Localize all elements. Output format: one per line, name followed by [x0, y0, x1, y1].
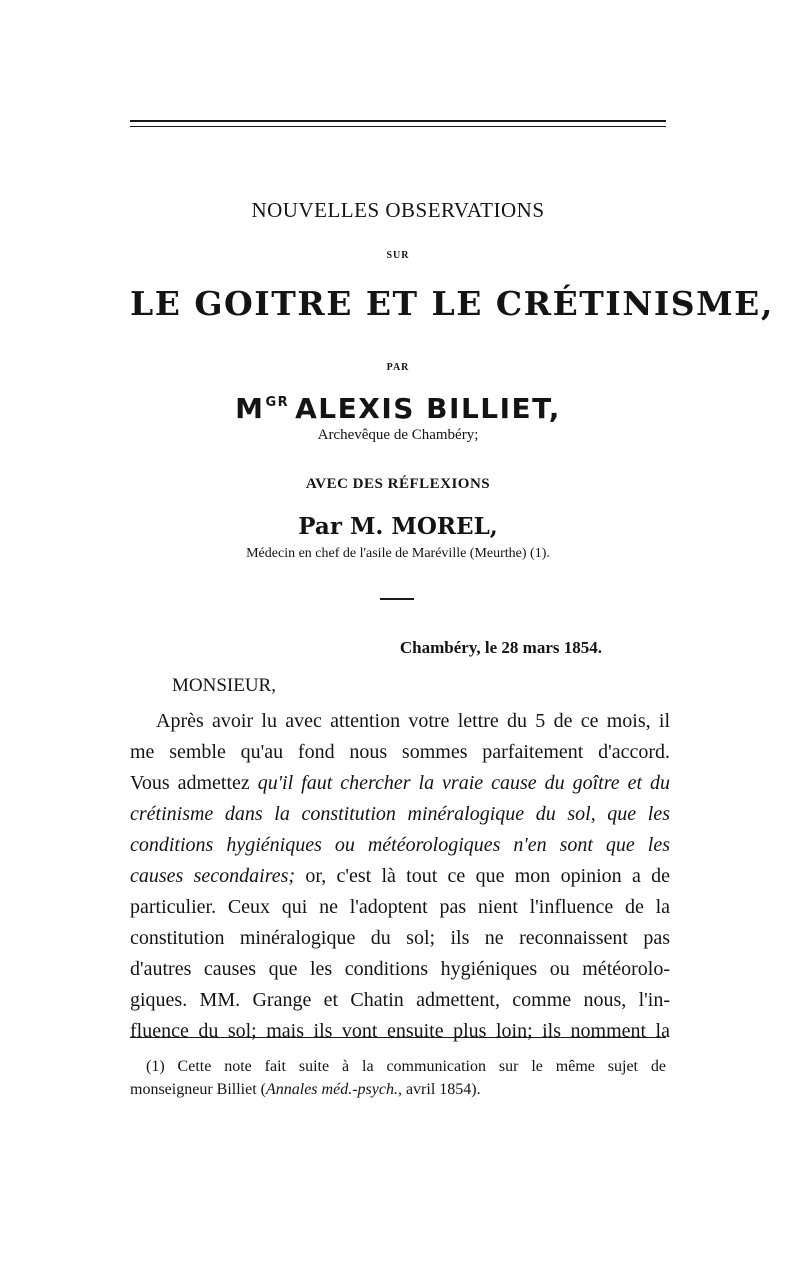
footnote-line: (1) Cette note fait suite à la communication sur le même sujet de: [146, 1058, 666, 1075]
body-line: constitution minéralogique du sol; ils ne reconnaissent pas: [130, 927, 670, 949]
author-prefix-sup: GR: [265, 395, 290, 410]
top-rule-thin: [130, 126, 666, 127]
body-line: conditions hygiéniques ou météorologiques n'en sont que les: [130, 834, 670, 856]
second-author-role: Médecin en chef de l'asile de Maréville (Meurthe) (1).: [246, 546, 550, 561]
footnote-line: monseigneur Billiet (Annales méd.-psych., avril 1854).: [130, 1081, 481, 1098]
letter-body: [130, 706, 670, 1047]
top-rule: [130, 120, 666, 122]
separator-rule: [380, 598, 414, 600]
footnote-rule: [130, 1037, 666, 1038]
author-role: Archevêque de Chambéry;: [317, 427, 479, 443]
body-line: particulier. Ceux qui ne l'adoptent pas nient l'influence de la: [130, 896, 670, 918]
body-line: fluence du sol; mais ils vont ensuite plus loin; ils nomment la: [130, 1020, 670, 1042]
body-line: d'autres causes que les conditions hygiéniques ou météorolo-: [130, 958, 670, 980]
body-line: Après avoir lu avec attention votre lettre du 5 de ce mois, il: [156, 710, 670, 732]
body-line: me semble qu'au fond nous sommes parfaitement d'accord.: [130, 741, 670, 763]
author-prefix: M: [235, 392, 265, 425]
title-par: PAR: [386, 362, 410, 373]
main-title: LE GOITRE ET LE CRÉTINISME,: [130, 284, 774, 323]
body-line: causes secondaires; or, c'est là tout ce que mon opinion a de: [130, 865, 670, 887]
body-line: crétinisme dans la constitution minéralogique du sol, que les: [130, 803, 670, 825]
letter-salutation: MONSIEUR,: [172, 675, 276, 696]
body-line: Vous admettez qu'il faut chercher la vraie cause du goître et du: [130, 772, 671, 794]
second-author: Par M. MOREL,: [298, 513, 498, 540]
author-name: ALEXIS BILLIET,: [295, 392, 561, 425]
title-line1: NOUVELLES OBSERVATIONS: [251, 198, 545, 222]
avec-reflexions: AVEC DES RÉFLEXIONS: [305, 476, 491, 492]
footnote: [130, 1055, 666, 1101]
body-line: giques. MM. Grange et Chatin admettent, comme nous, l'in-: [130, 989, 670, 1011]
author-line: [130, 392, 666, 425]
title-sur: SUR: [386, 250, 410, 261]
letter-date: Chambéry, le 28 mars 1854.: [399, 638, 602, 657]
